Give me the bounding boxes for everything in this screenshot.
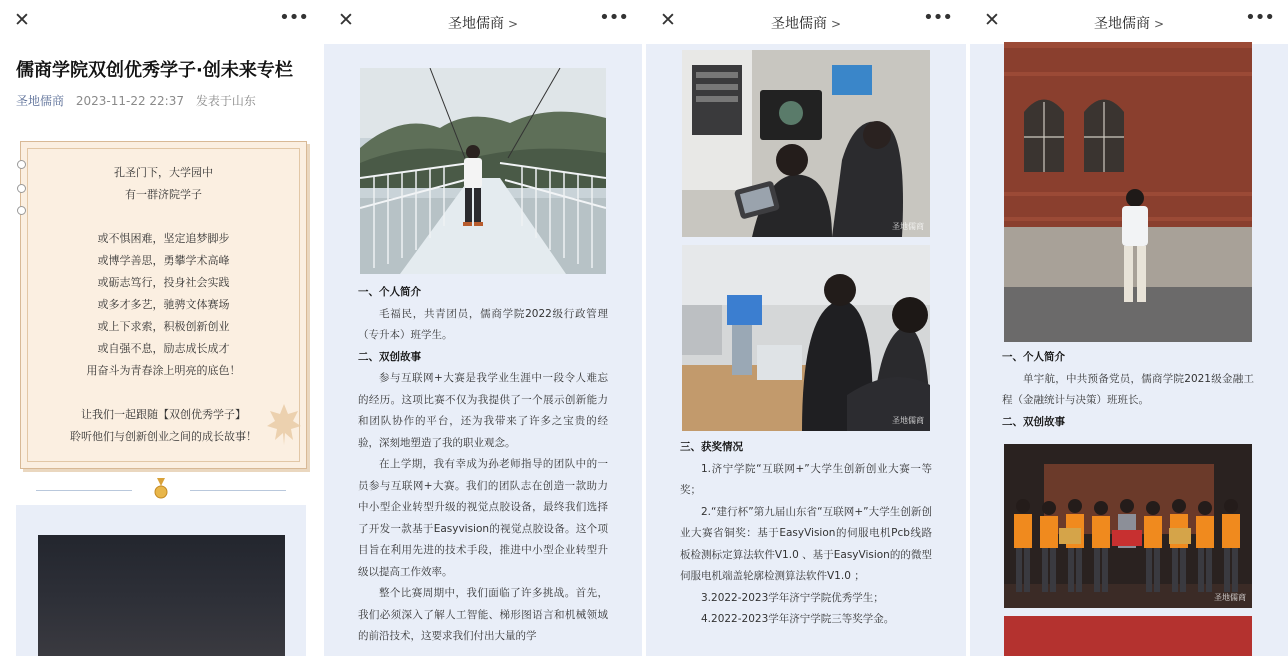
close-icon[interactable]: ✕ bbox=[338, 9, 354, 31]
card-line: 或砺志笃行，投身社会实践 bbox=[97, 276, 230, 289]
account-title[interactable] bbox=[970, 13, 1288, 33]
article-panel-3 bbox=[646, 0, 966, 656]
paragraph: 单宇航，中共预备党员，儒商学院2021级金融工程（金融统计与决策）班班长。 bbox=[1002, 372, 1254, 406]
close-icon[interactable]: ✕ bbox=[14, 9, 30, 31]
account-name: 圣地儒商 bbox=[1093, 16, 1150, 32]
student-building-photo[interactable] bbox=[1004, 42, 1252, 342]
card-line: 孔圣门下，大学园中 bbox=[114, 166, 213, 179]
top-bar bbox=[324, 0, 642, 44]
divider-line bbox=[36, 490, 132, 491]
paragraph: 参与互联网+大赛是我学业生涯中一段令人难忘的经历。这项比赛不仅为我提供了一个展示创新能力和团队协作的平台，还为我带来了许多之宝贵的经验，深刻地塑造了我的职业观念。 bbox=[358, 372, 608, 449]
chevron-right-icon: > bbox=[1153, 17, 1165, 31]
article-panel-4 bbox=[970, 0, 1288, 656]
card-line: 或自强不息，励志成长成才 bbox=[97, 342, 230, 355]
more-icon[interactable]: ••• bbox=[1245, 7, 1274, 28]
article-title: 儒商学院双创优秀学子·创未来专栏 bbox=[16, 60, 293, 81]
card-line: 让我们一起跟随【双创优秀学子】 bbox=[81, 408, 246, 421]
publish-location: 发表于山东 bbox=[195, 94, 256, 108]
card-line: 聆听他们与创新创业之间的成长故事！ bbox=[70, 430, 257, 443]
section-divider bbox=[36, 484, 286, 498]
account-name: 圣地儒商 bbox=[447, 16, 504, 32]
lab-photo-2[interactable] bbox=[682, 245, 930, 431]
article-body bbox=[680, 437, 932, 631]
account-title[interactable] bbox=[324, 13, 642, 33]
watermark: 圣地儒商 bbox=[892, 416, 924, 425]
watermark: 圣地儒商 bbox=[892, 222, 924, 231]
card-line: 或不惧困难，坚定追梦脚步 bbox=[97, 232, 230, 245]
section-heading: 一、个人简介 bbox=[1002, 351, 1065, 363]
section-heading: 二、双创故事 bbox=[358, 350, 421, 363]
lab-illustration bbox=[682, 245, 930, 431]
card-line: 或博学善思，勇攀学术高峰 bbox=[97, 254, 230, 267]
account-name-link[interactable]: 圣地儒商 bbox=[16, 94, 65, 108]
article-panel-2 bbox=[324, 0, 642, 656]
maple-leaf-icon bbox=[266, 402, 302, 446]
top-bar bbox=[0, 0, 322, 44]
lab-illustration bbox=[682, 50, 930, 237]
medal-icon bbox=[154, 478, 168, 500]
bridge-illustration bbox=[360, 68, 606, 274]
more-icon[interactable]: ••• bbox=[923, 7, 952, 28]
section-heading: 一、个人简介 bbox=[358, 286, 421, 298]
chevron-right-icon: > bbox=[830, 17, 842, 31]
divider-line bbox=[190, 490, 286, 491]
card-line: 或多才多艺，驰骋文体赛场 bbox=[97, 298, 230, 311]
student-bridge-photo[interactable] bbox=[360, 68, 606, 274]
close-icon[interactable]: ✕ bbox=[984, 9, 1000, 31]
publish-date: 2023-11-22 22:37 bbox=[75, 94, 184, 108]
more-icon[interactable]: ••• bbox=[279, 7, 308, 28]
paragraph: 在上学期，我有幸成为孙老师指导的团队中的一员参与互联网+大赛。我们的团队志在创造一款助力中小型企业转型升级的视觉点胶设备，最终我们选择了开发一款基于Easyvision的视觉点胶设备。这个项目旨在利用先进的技术手段，推进中小型企业转型升级以提高工作效率。 bbox=[358, 458, 608, 578]
ceremony-illustration bbox=[1004, 444, 1252, 608]
more-icon[interactable]: ••• bbox=[599, 7, 628, 28]
account-name: 圣地儒商 bbox=[770, 16, 827, 32]
building-illustration bbox=[1004, 42, 1252, 342]
paragraph: 整个比赛周期中，我们面临了许多挑战。首先，我们必须深入了解人工智能、梯形图语言和机械领域的前沿技术，这要求我们付出大量的学 bbox=[358, 587, 608, 642]
card-pin-icon bbox=[17, 206, 26, 215]
next-photo-preview[interactable] bbox=[1004, 616, 1252, 656]
award-item: 1.济宁学院“互联网+”大学生创新创业大赛一等奖； bbox=[680, 462, 932, 496]
card-line: 有一群济院学子 bbox=[125, 188, 202, 201]
award-item: 2.“建行杯”第九届山东省“互联网+”大学生创新创业大赛省铜奖：基于EasyVision的伺服电机Pcb线路板检测标定算法软件V1.0 、基于EasyVision的的微型伺服电机端盖轮廓检测算法软件V1.0 ； bbox=[680, 505, 932, 582]
section-heading: 三、获奖情况 bbox=[680, 441, 743, 453]
award-ceremony-photo[interactable] bbox=[1004, 444, 1252, 608]
section-heading: 二、双创故事 bbox=[1002, 415, 1065, 428]
card-line: 或上下求索，积极创新创业 bbox=[97, 320, 230, 333]
article-panel-1 bbox=[0, 0, 322, 656]
award-item: 4.2022-2023学年济宁学院三等奖学金。 bbox=[701, 613, 895, 625]
top-bar bbox=[970, 0, 1288, 44]
award-item: 3.2022-2023学年济宁学院优秀学生； bbox=[701, 591, 884, 604]
chevron-right-icon: > bbox=[507, 17, 519, 31]
article-body bbox=[358, 282, 608, 648]
close-icon[interactable]: ✕ bbox=[660, 9, 676, 31]
top-bar bbox=[646, 0, 966, 44]
article-body bbox=[1002, 347, 1254, 433]
article-meta bbox=[16, 92, 256, 109]
card-line: 用奋斗为青春涂上明亮的底色！ bbox=[86, 364, 241, 377]
watermark: 圣地儒商 bbox=[1214, 593, 1246, 602]
intro-card bbox=[20, 141, 307, 469]
lab-photo-1[interactable] bbox=[682, 50, 930, 237]
event-photo[interactable] bbox=[38, 535, 285, 656]
account-title[interactable] bbox=[646, 13, 966, 33]
paragraph: 毛福民，共青团员，儒商学院2022级行政管理（专升本）班学生。 bbox=[358, 307, 608, 341]
